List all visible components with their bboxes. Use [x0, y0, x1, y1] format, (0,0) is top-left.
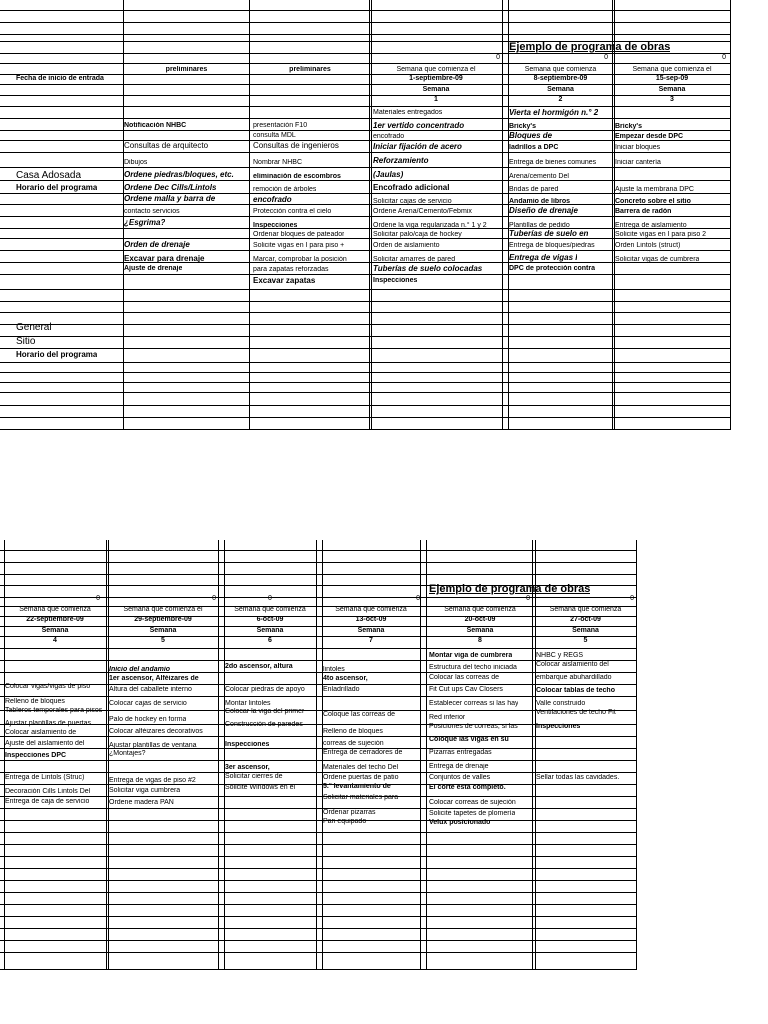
task-cell: Inspecciones	[536, 723, 581, 730]
task-cell: Arena/cemento Del	[509, 173, 569, 180]
grid-line	[0, 63, 731, 64]
grid-line	[0, 362, 731, 363]
task-cell: Fit Cut ups Cav Closers	[429, 686, 503, 693]
task-cell: remoción de árboles	[253, 186, 317, 193]
grid-line	[0, 216, 731, 217]
zero-value: 0	[212, 595, 216, 602]
zero-value: 0	[722, 54, 726, 61]
week-date: 6-oct-09	[256, 616, 284, 623]
task-cell: Solicite vigas en I para piso 2	[615, 231, 707, 238]
grid-line	[0, 289, 731, 290]
grid-line	[0, 748, 637, 749]
grid-line	[0, 772, 637, 773]
grid-line	[0, 760, 637, 761]
zero-value: 0	[96, 595, 100, 602]
task-cell: Entrega de vigas I	[509, 254, 578, 262]
task-cell: Vierta el hormigón n.° 2	[509, 109, 599, 117]
task-cell: Solicite tapetes de plomería	[429, 810, 516, 817]
task-cell: Encofrado adicional	[373, 184, 450, 192]
grid-line	[0, 784, 637, 785]
grid-line	[0, 417, 731, 418]
task-cell: ¿Esgrima?	[124, 219, 166, 227]
grid-line	[218, 540, 219, 970]
task-cell: Colocar piedras de apoyo	[225, 686, 305, 693]
task-cell: Solicitar cierres de	[225, 773, 283, 780]
task-cell: Ajustar plantillas de puertas	[5, 720, 91, 727]
grid-line	[0, 796, 637, 797]
grid-line	[0, 574, 637, 575]
task-cell: Entrega de bloques/piedras	[509, 242, 595, 249]
task-cell: Consultas de ingenieros	[253, 142, 339, 150]
schedule-sheet-1	[0, 0, 731, 430]
task-cell: Excavar zapatas	[253, 277, 316, 285]
task-cell: Altura del caballete interno	[109, 686, 192, 693]
task-cell: Orden de aislamiento	[373, 242, 440, 249]
task-cell: 4to ascensor,	[323, 675, 368, 682]
task-cell: Tableros temporales para pisos	[5, 707, 103, 714]
task-cell: Ajustar plantillas de ventana	[109, 742, 197, 749]
task-cell: Inspecciones	[373, 277, 418, 284]
grid-line	[0, 969, 637, 970]
week-header: Semana que comienza	[335, 606, 407, 613]
task-cell: Reforzamiento	[373, 157, 429, 165]
task-cell: Colocar aislamiento de	[5, 729, 77, 736]
task-cell: Sellar todas las cavidades.	[536, 774, 620, 781]
task-cell: 5.° levantamiento de	[323, 783, 391, 790]
task-cell: Pan equipado	[323, 818, 367, 825]
grid-line	[0, 550, 637, 551]
grid-line	[636, 540, 637, 970]
task-cell: Ordene madera PAN	[109, 799, 174, 806]
week-header: Semana que comienza	[444, 606, 516, 613]
row-label-casa-adosada: Casa Adosada	[16, 170, 82, 181]
grid-line	[0, 892, 637, 893]
task-cell: NHBC y REGS	[536, 652, 584, 659]
fecha-inicio-label: Fecha de inicio de entrada	[16, 75, 104, 82]
week-date: 15-sep-09	[655, 75, 689, 82]
task-cell: Establecer correas si las hay	[429, 700, 519, 707]
task-cell: Velux posicionado	[429, 819, 491, 826]
task-cell: Ajuste de drenaje	[124, 265, 183, 272]
week-label: Semana	[466, 627, 494, 634]
grid-line	[0, 22, 731, 23]
task-cell: Materiales entregados	[373, 109, 443, 116]
task-cell: Plantillas de pedido	[509, 222, 570, 229]
task-cell: (Jaulas)	[373, 171, 404, 179]
task-cell: Estructura del techo iniciada	[429, 664, 517, 671]
task-cell: Inspecciones	[253, 222, 298, 229]
grid-line	[0, 324, 731, 325]
task-cell: Diseño de drenaje	[509, 207, 578, 215]
task-cell: Entrega de aislamiento	[615, 222, 687, 229]
grid-line	[0, 405, 731, 406]
grid-line	[612, 0, 613, 430]
grid-line	[426, 540, 427, 970]
task-cell: Red inferior	[429, 714, 466, 721]
grid-line	[0, 274, 731, 275]
week-date: 29-septiembre-09	[134, 616, 192, 623]
task-cell: Materiales del techo Del	[323, 764, 399, 771]
task-cell: Orden de drenaje	[124, 241, 190, 249]
task-cell: Ordene Dec Cills/Lintols	[124, 184, 217, 192]
zero-value: 0	[526, 595, 530, 602]
task-cell: Relleno de bloques	[323, 728, 383, 735]
week-label: Semana	[41, 627, 69, 634]
task-cell: Iniciar cantería	[615, 159, 661, 166]
week-header: Semana que comienza el	[123, 606, 203, 613]
task-cell: Ordene Arena/Cemento/Febmix	[373, 208, 472, 215]
week-date: 1-septiembre-09	[409, 75, 463, 82]
task-cell: Coloque las vigas en su	[429, 736, 509, 743]
grid-line	[224, 540, 225, 970]
grid-line	[0, 250, 731, 251]
week-number: 4	[53, 637, 57, 644]
week-header: Semana que comienza	[524, 66, 597, 73]
task-cell: Pizarras entregadas	[429, 749, 492, 756]
grid-line	[0, 696, 637, 697]
grid-line	[502, 0, 503, 430]
task-cell: Coloque las correas de	[323, 711, 395, 718]
task-cell: Protección contra el cielo	[253, 208, 332, 215]
grid-line	[0, 952, 637, 953]
grid-line	[0, 152, 731, 153]
week-header: Semana que comienza	[549, 606, 622, 613]
task-cell: El corte está completo.	[429, 784, 506, 791]
task-cell: Entrega de caja de servicio	[5, 798, 90, 805]
week-number: 7	[369, 637, 373, 644]
task-cell: Conjuntos de valles	[429, 774, 491, 781]
task-cell: Concreto sobre el sitio	[615, 198, 691, 205]
task-cell: Colocar tablas de techo	[536, 687, 615, 694]
week-number: 8	[478, 637, 482, 644]
task-cell: 2do ascensor, altura	[225, 663, 293, 670]
sheet-title: Ejemplo de programa de obras	[429, 583, 591, 595]
grid-line	[249, 0, 250, 430]
grid-line	[0, 684, 637, 685]
task-cell: Inspecciones	[225, 741, 270, 748]
task-cell: Consultas de arquitecto	[124, 142, 209, 150]
task-cell: Bricky's	[509, 123, 536, 130]
task-cell: Colocar correas de sujeción	[429, 799, 516, 806]
week-label: Semana	[547, 86, 574, 93]
week-header: Semana que comienza	[234, 606, 306, 613]
grid-line	[420, 540, 421, 970]
grid-line	[0, 904, 637, 905]
schedule-sheet-2	[0, 540, 637, 970]
grid-line	[0, 336, 731, 337]
task-cell: Colocar la viga del primer	[225, 708, 305, 715]
grid-line	[0, 372, 731, 373]
grid-line	[532, 540, 533, 970]
task-cell: Solicitar cajas de servicio	[373, 198, 452, 205]
week-date: 13-oct-09	[355, 616, 387, 623]
column-header-preliminares: preliminares	[165, 66, 208, 73]
task-cell: presentación F10	[253, 122, 308, 129]
week-number: 5	[161, 637, 165, 644]
task-cell: Solicitar materiales para	[323, 794, 399, 801]
task-cell: Excavar para drenaje	[124, 255, 205, 263]
grid-line	[0, 672, 637, 673]
task-cell: Barrera de radón	[615, 208, 672, 215]
task-cell: Marcar, comprobar la posición	[253, 256, 347, 263]
zero-value: 0	[268, 595, 272, 602]
task-cell: Bricky's	[615, 123, 642, 130]
row-label-sitio: Sitio	[16, 336, 36, 347]
task-cell: Solicitar vigas de cumbrera	[615, 256, 700, 263]
grid-line	[371, 0, 372, 430]
week-number: 6	[268, 637, 272, 644]
task-cell: Inicio del andamio	[109, 666, 171, 673]
task-cell: correas de sujeción	[323, 740, 384, 747]
task-cell: Entrega de drenaje	[429, 763, 489, 770]
task-cell: Relleno de bloques	[5, 698, 65, 705]
zero-value: 0	[496, 54, 500, 61]
task-cell: Entrega de vigas de piso #2	[109, 777, 196, 784]
task-cell: ¿Montajes?	[109, 750, 146, 757]
week-number: 5	[583, 637, 588, 644]
grid-line	[0, 940, 637, 941]
task-cell: Valle construido	[536, 700, 586, 707]
task-cell: Montar lintoles	[225, 700, 271, 707]
week-date: 27-oct-09	[570, 616, 601, 623]
grid-line	[0, 844, 637, 845]
task-cell: Solicitar viga cumbrera	[109, 787, 181, 794]
zero-value: 0	[604, 54, 608, 61]
grid-line	[0, 808, 637, 809]
grid-line	[0, 167, 731, 168]
task-cell: Ordene la viga regularizada n.° 1 y 2	[373, 222, 487, 229]
task-cell: Bloques de	[509, 132, 553, 140]
task-cell: 1er ascensor, Alféizares de	[109, 675, 199, 682]
task-cell: Empezar desde DPC	[615, 133, 684, 140]
grid-line	[730, 0, 731, 430]
grid-line	[0, 880, 637, 881]
week-number: 1	[434, 96, 438, 103]
week-label: Semana	[572, 627, 599, 634]
task-cell: Palo de hockey en forma	[109, 716, 187, 723]
week-header: Semana que comienza el	[632, 66, 712, 73]
week-label: Semana	[422, 86, 450, 93]
task-cell: Ordene malla y barra de	[124, 195, 216, 203]
grid-line	[369, 0, 370, 430]
grid-line	[0, 382, 731, 383]
task-cell: Ordene piedras/bloques, etc.	[124, 171, 234, 179]
task-cell: DPC de protección contra	[509, 265, 595, 272]
task-cell: Solicite vigas en I para piso +	[253, 242, 345, 249]
task-cell: Posiciones de correas, si las	[429, 723, 518, 730]
task-cell: Bridas de pared	[509, 186, 559, 193]
grid-line	[0, 868, 637, 869]
grid-line	[0, 118, 731, 119]
grid-line	[0, 53, 731, 54]
grid-line	[0, 392, 731, 393]
row-label-horario: Horario del programa	[16, 184, 98, 192]
task-cell: eliminación de escombros	[253, 173, 341, 180]
grid-line	[0, 916, 637, 917]
grid-line	[0, 84, 731, 85]
task-cell: lintoles	[323, 666, 345, 673]
week-number: 2	[558, 96, 563, 103]
task-cell: Ventilaciones de techo Fit	[536, 709, 616, 716]
task-cell: Solicitar amarres de pared	[373, 256, 456, 263]
task-cell: 3er ascensor,	[225, 764, 270, 771]
task-cell: Iniciar fijación de acero	[373, 143, 462, 151]
week-number: 3	[670, 96, 674, 103]
task-cell: ladrillos a DPC	[509, 144, 559, 151]
grid-line	[0, 820, 637, 821]
week-date: 22-septiembre-09	[26, 616, 84, 623]
task-cell: Entrega de cerradores de	[323, 749, 403, 756]
task-cell: Colocar alféizares decorativos	[109, 728, 203, 735]
week-date: 8-septiembre-09	[533, 75, 588, 82]
task-cell: Dibujos	[124, 159, 148, 166]
task-cell: para zapatas reforzadas	[253, 266, 329, 273]
zero-value: 0	[416, 595, 420, 602]
task-cell: Andamio de libros	[509, 198, 571, 205]
grid-line	[0, 34, 731, 35]
task-cell: 1er vertido concentrado	[373, 122, 465, 130]
task-cell: Orden Lintols (struct)	[615, 242, 681, 249]
row-label-horario: Horario del programa	[16, 351, 98, 359]
task-cell: Ordene puertas de patio	[323, 774, 399, 781]
grid-line	[316, 540, 317, 970]
task-cell: embarque abuhardillado	[536, 674, 612, 681]
grid-line	[0, 348, 731, 349]
task-cell: Colocar vigas/vigas de piso	[5, 683, 91, 690]
column-header-preliminares: preliminares	[289, 66, 331, 73]
task-cell: Enladrillado	[323, 686, 360, 693]
row-label-general: General	[16, 322, 52, 333]
grid-line	[0, 301, 731, 302]
task-cell: Notificación NHBC	[124, 122, 187, 129]
week-header: Semana que comienza	[19, 606, 91, 613]
grid-line	[0, 106, 731, 107]
grid-line	[0, 562, 637, 563]
task-cell: Ordenar bloques de pateador	[253, 231, 345, 238]
task-cell: Decoración Cills Lintols Del	[5, 788, 91, 795]
task-cell: encofrado	[373, 133, 405, 140]
grid-line	[0, 312, 731, 313]
grid-line	[0, 856, 637, 857]
week-label: Semana	[658, 86, 686, 93]
task-cell: Solicite Windows en el	[225, 784, 296, 791]
task-cell: encofrado	[253, 196, 292, 204]
task-cell: Tuberías de suelo colocadas	[373, 265, 483, 273]
task-cell: Ajuste del aislamiento del	[5, 740, 85, 747]
task-cell: Colocar aislamiento del	[536, 661, 609, 668]
grid-line	[106, 540, 107, 970]
grid-line	[0, 736, 637, 737]
task-cell: Entrega de bienes comunes	[509, 159, 597, 166]
task-cell: Construcción de paredes	[225, 721, 303, 728]
week-label: Semana	[357, 627, 385, 634]
task-cell: Colocar las correas de	[429, 674, 500, 681]
task-cell: Ordenar pizarras	[323, 809, 376, 816]
task-cell: Tuberías de suelo en	[509, 230, 589, 238]
grid-line	[0, 832, 637, 833]
task-cell: Entrega de Lintols (Struc)	[5, 774, 85, 781]
zero-value: 0	[630, 595, 634, 602]
task-cell: Colocar cajas de servicio	[109, 700, 187, 707]
grid-line	[0, 648, 637, 649]
week-label: Semana	[149, 627, 177, 634]
task-cell: Inspecciones DPC	[5, 752, 67, 759]
task-cell: Iniciar bloques	[615, 144, 661, 151]
grid-line	[0, 429, 731, 430]
grid-line	[0, 180, 731, 181]
task-cell: Solicitar palo/caja de hockey	[373, 231, 462, 238]
week-header: Semana que comienza el	[396, 66, 476, 73]
grid-line	[0, 10, 731, 11]
week-label: Semana	[256, 627, 284, 634]
grid-line	[0, 928, 637, 929]
task-cell: Montar viga de cumbrera	[429, 652, 513, 659]
sheet-title: Ejemplo de programa de obras	[509, 41, 671, 53]
task-cell: consulta MDL	[253, 132, 296, 139]
grid-line	[535, 540, 536, 970]
task-cell: Nombrar NHBC	[253, 159, 303, 166]
task-cell: contacto servicios	[124, 208, 180, 215]
week-date: 20-oct-09	[464, 616, 496, 623]
task-cell: Ajuste la membrana DPC	[615, 186, 694, 193]
